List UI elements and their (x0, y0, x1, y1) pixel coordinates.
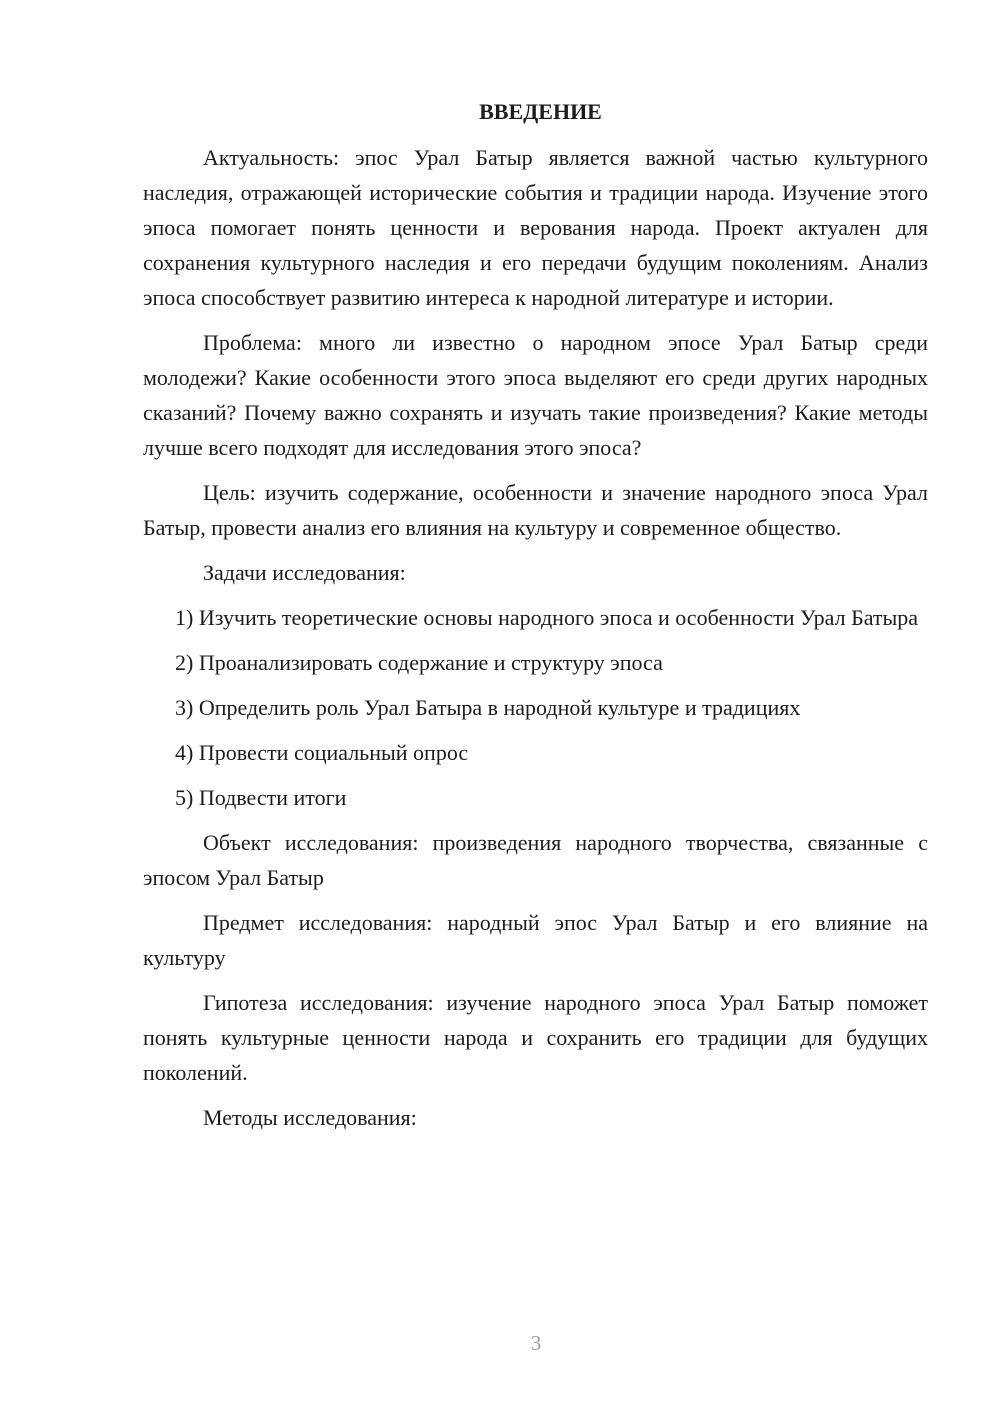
task-item-2: 2) Проанализировать содержание и структуру эпоса (175, 650, 663, 675)
task-item-5: 5) Подвести итоги (175, 785, 347, 810)
relevance-paragraph: Актуальность: эпос Урал Батыр является важной частью культурного наследия, отражающей исторические события и традиции народа. Изучение этого эпоса помогает понять ценности и верования народа. Проект актуален для сохранения культурного наследия и его передачи будущим поколениям. Анализ эпоса способствует развитию интереса к народной литературе и истории. (143, 145, 928, 310)
problem-paragraph: Проблема: много ли известно о народном эпосе Урал Батыр среди молодежи? Какие особенности этого эпоса выделяют его среди других народных сказаний? Почему важно сохранять и изучать такие произведения? Какие методы лучше всего подходят для исследования этого эпоса? (143, 330, 928, 460)
object-paragraph: Объект исследования: произведения народного творчества, связанные с эпосом Урал Батыр (143, 830, 928, 890)
page-title: ВВЕДЕНИЕ (479, 99, 602, 124)
page-number: 3 (530, 1331, 542, 1355)
subject-paragraph: Предмет исследования: народный эпос Урал Батыр и его влияние на культуру (143, 910, 928, 970)
hypothesis-paragraph: Гипотеза исследования: изучение народного эпоса Урал Батыр поможет понять культурные ценности народа и сохранить его традиции для будущих поколений. (143, 990, 928, 1085)
goal-paragraph: Цель: изучить содержание, особенности и значение народного эпоса Урал Батыр, провести анализ его влияния на культуру и современное общество. (143, 480, 928, 540)
task-item-1: 1) Изучить теоретические основы народного эпоса и особенности Урал Батыра (175, 605, 919, 630)
document-page (143, 94, 928, 1145)
task-item-4: 4) Провести социальный опрос (175, 740, 469, 765)
task-item-3: 3) Определить роль Урал Батыра в народной культуре и традициях (175, 695, 801, 720)
methods-heading: Методы исследования: (203, 1105, 417, 1130)
tasks-heading: Задачи исследования: (203, 560, 406, 585)
